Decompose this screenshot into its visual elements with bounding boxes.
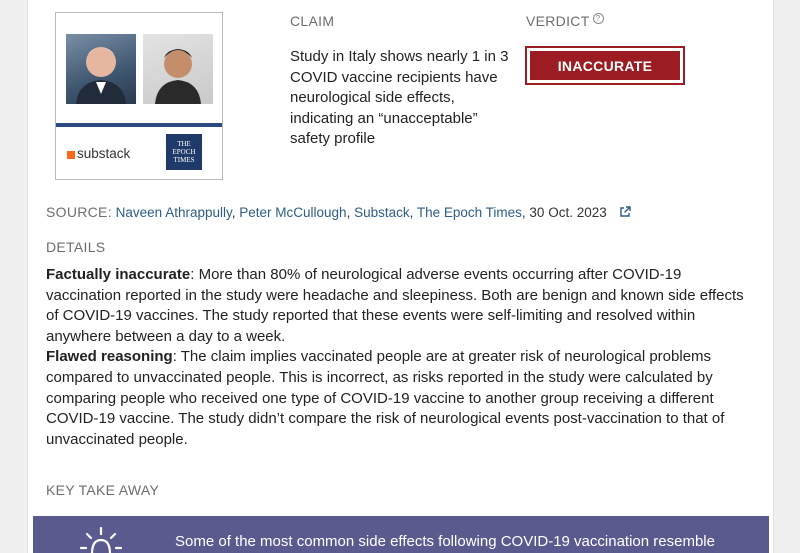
substack-logo — [67, 146, 130, 161]
detail-heading: Factually inaccurate — [46, 266, 191, 283]
source-link-epoch-times[interactable]: The Epoch Times — [416, 205, 522, 220]
details-label: DETAILS — [46, 239, 106, 255]
verdict-badge: INACCURATE — [527, 48, 683, 83]
detail-heading: Flawed reasoning — [46, 348, 173, 366]
epoch-times-logo: THE EPOCH TIMES — [166, 134, 202, 170]
detail-item — [46, 347, 751, 450]
claim-thumbnail[interactable] — [55, 12, 223, 180]
external-link-icon[interactable] — [619, 206, 631, 218]
source-link-mccullough[interactable]: Peter McCullough — [239, 205, 347, 220]
key-takeaway-label: KEY TAKE AWAY — [46, 482, 160, 498]
detail-item — [46, 265, 751, 347]
substack-icon — [67, 151, 75, 159]
claim-text: Study in Italy shows nearly 1 in 3 COVID vaccine recipients have neurological side effects, indicating an “unacceptable” safety profile — [290, 48, 509, 147]
source-link-athrappully[interactable]: Naveen Athrappully — [115, 205, 232, 220]
verdict-label — [526, 13, 604, 29]
verdict-label-text: VERDICT — [526, 13, 590, 29]
claim-label: CLAIM — [290, 13, 335, 29]
help-icon[interactable]: ? — [593, 13, 604, 24]
substack-logo-text: substack — [77, 146, 131, 161]
detail-text: : More than 80% of neurological adverse events occurring after COVID-19 vaccination reported in the study were headache and sleepiness. Both are benign and known side effects of COVID-19 vaccines. The study reported that these events were self-limiting and resolved within anywhere between a day to a week. — [46, 266, 744, 345]
lightbulb-icon — [79, 526, 123, 553]
key-takeaway-text: Some of the most common side effects following COVID-19 vaccination resemble — [175, 533, 715, 550]
source-label: SOURCE: — [46, 204, 112, 220]
source-link-substack[interactable]: Substack — [354, 205, 410, 220]
source-date: , 30 Oct. 2023 — [521, 205, 607, 220]
source-line: SOURCE: Naveen Athrappully, Peter McCullough, Substack, The Epoch Times, 30 Oct. 2023 — [46, 204, 631, 220]
details-body — [46, 265, 751, 450]
photo-person-1 — [66, 34, 136, 104]
key-takeaway-banner — [33, 516, 769, 553]
detail-text: : The claim implies vaccinated people are at greater risk of neurological problems compared to unvaccinated people. This is incorrect, as risks reported in the study were calculated by comparing people who received one type of COVID-19 vaccine to another group receiving a different COVID-19 vaccine. The study didn’t compare the risk of neurological events post-vaccination to that of unvaccinated people. — [46, 348, 725, 448]
thumbnail-divider — [56, 123, 222, 127]
claim-review-card — [27, 0, 774, 553]
photo-person-2 — [143, 34, 213, 104]
